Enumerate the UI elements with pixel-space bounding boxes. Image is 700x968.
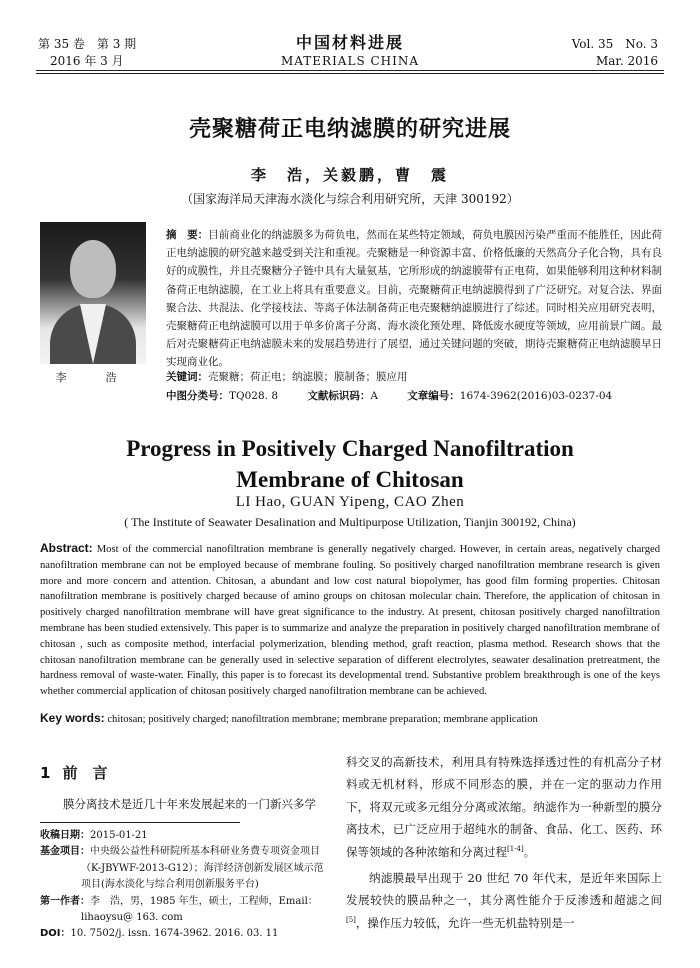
class-label: 中图分类号： bbox=[166, 390, 229, 402]
body-paragraph-1 bbox=[346, 751, 662, 863]
fund-label: 基金项目： bbox=[40, 846, 90, 858]
fund-line1: 中央级公益性科研院所基本科研业务费专项资金项目 bbox=[90, 846, 320, 858]
authors-cn: 李 浩，关毅鹏，曹 震 bbox=[250, 166, 449, 184]
doi-label: DOI： bbox=[40, 928, 71, 940]
journal-name-cn: 中国材料进展 bbox=[295, 33, 404, 52]
volume-en: Vol. 35 No. 3 bbox=[571, 37, 658, 51]
header-right bbox=[572, 36, 658, 70]
keywords-en-label: Key words: bbox=[40, 711, 105, 725]
page-title-cn: 壳聚糖荷正电纳滤膜的研究进展 bbox=[188, 117, 511, 142]
photo-head-shape bbox=[70, 240, 116, 298]
classification-row bbox=[166, 388, 662, 403]
journal-name-en: MATERIALS CHINA bbox=[280, 54, 420, 68]
abstract-en-text: Most of the commercial nanofiltration membrane is generally negatively charged. However, in certain areas, negatively charged nanofiltration membrane can not be employed because of membrane fouling. So positively charged nanofiltration membrane research is given more and more concern and attention. Chitosan, a abundant and low cost natural biopolymer, has good film forming properties. Chitosan nanofiltration membrane is positively charged because of amino groups on chitosan molecular chain. Therefore, the application of chitosan in positively charged nanofiltration membrane will have great significance to the industry. At present, chitosan positively charged nanofiltration membrane has been studied extensively. This paper is to summarize and analyze the preparation in positively charged nanofiltration membrane of chitosan , such as composite method, interfacial polymerization, blending method, graft reaction, plasma method. Research shows that the chitosan nanofiltration membrane can be generally used in selective separation of different electrolytes, seawater desalination pretreatment, the hardness removal of waste-water. Finally, this paper is to forecast its developmental trend. Substantive problem breakthrough is one of the keys whether commercial application of chitosan positively charged nanofiltration membrane can be achieved. bbox=[40, 544, 660, 698]
doc-code-value: A bbox=[370, 390, 378, 402]
citation-ref-1: [1-4] bbox=[507, 844, 524, 853]
first-author-label: 第一作者： bbox=[40, 895, 90, 907]
body-paragraph-1-end: 。 bbox=[523, 844, 536, 859]
fund-line2: （K-JBYWF-2013-G12）；海洋经济创新发展区域示范 bbox=[81, 862, 324, 874]
article-number-label: 文章编号： bbox=[407, 390, 460, 402]
abstract-cn bbox=[166, 226, 662, 372]
footnote bbox=[40, 828, 336, 943]
fund-line3: 项目(海水淡化与综合利用创新服务平台) bbox=[81, 879, 259, 891]
section-heading bbox=[40, 762, 107, 783]
abstract-cn-text: 目前商业化的纳滤膜多为荷负电，然而在某些特定领域，荷负电膜因污染严重而不能胜任，因此荷正电纳滤膜的研究越来越受到关注和重视。壳聚糖是一种资源丰富、价格低廉的天然高分子化合物，具有良好的成膜性，并且壳聚糖分子链中具有大量氨基，它所形成的纳滤膜带有正电荷，如果能够利用这种材料制备荷正电纳滤膜，在工业上将具有重要意义。目前，壳聚糖荷正电纳滤膜得到了广泛研究。对复合法、界面聚合法、共混法、化学接枝法、等离子体法制备荷正电壳聚糖纳滤膜进行了综述。同时相关应用研究表明，壳聚糖荷正电纳滤膜可以用于单多价离子分离、海水淡化预处理、降低废水硬度等领域，应用前景广阔。最后对壳聚糖荷正电纳滤膜未来的发展趋势进行了展望，通过关键问题的突破，期待壳聚糖荷正电纳滤膜早日实现商业化。 bbox=[166, 229, 662, 369]
body-paragraph-2-end: ，操作压力较低，允许一些无机盐特别是一 bbox=[355, 915, 575, 930]
citation-ref-2: [5] bbox=[346, 916, 356, 925]
header-rule bbox=[36, 70, 664, 71]
keywords-en-text: chitosan; positively charged; nanofiltration membrane; membrane preparation; membrane application bbox=[107, 714, 538, 725]
author-photo-caption: 李 浩 bbox=[55, 371, 131, 384]
body-paragraph-2-text: 纳滤膜最早出现于 20 世纪 70 年代末，是近年来国际上发展较快的膜品种之一，其分离性能介于反渗透和超滤之间 bbox=[346, 871, 662, 908]
page-title-en bbox=[0, 433, 700, 495]
affiliation-cn: （国家海洋局天津海水淡化与综合利用研究所，天津 300192） bbox=[181, 192, 519, 206]
body-paragraph-2 bbox=[346, 867, 662, 934]
abstract-cn-label: 摘 要： bbox=[166, 229, 209, 241]
doi-value: 10. 7502/j. issn. 1674-3962. 2016. 03. 11 bbox=[70, 928, 279, 940]
abstract-en-label: Abstract: bbox=[40, 541, 93, 555]
title-en-line1: Progress in Positively Charged Nanofiltration bbox=[126, 436, 574, 461]
received-label: 收稿日期： bbox=[40, 830, 90, 841]
doc-code-label: 文献标识码： bbox=[307, 390, 371, 402]
section-title: 前 言 bbox=[62, 764, 108, 782]
date-en: Mar. 2016 bbox=[595, 54, 658, 68]
keywords-cn-text: 壳聚糖；荷正电；纳滤膜；膜制备；膜应用 bbox=[208, 371, 408, 383]
date-cn: 2016 年 3 月 bbox=[50, 54, 124, 68]
left-column-paragraph: 膜分离技术是近几十年来发展起来的一门新兴多学 bbox=[63, 797, 316, 811]
authors-en: LI Hao, GUAN Yipeng, CAO Zhen bbox=[235, 494, 465, 510]
affiliation-en: ( The Institute of Seawater Desalination and Multipurpose Utilization, Tianjin 300192, China) bbox=[124, 515, 576, 529]
received-date: 2015-01-21 bbox=[90, 830, 148, 841]
title-en-line2: Membrane of Chitosan bbox=[236, 467, 464, 492]
author-photo bbox=[40, 222, 146, 364]
article-number-value: 1674-3962(2016)03-0237-04 bbox=[459, 390, 613, 402]
header-rule-thin bbox=[36, 73, 664, 74]
keywords-cn bbox=[166, 369, 662, 384]
first-author-line1: 李 浩，男，1985 年生，硕士，工程师，Email： bbox=[90, 895, 318, 907]
class-value: TQ028. 8 bbox=[229, 390, 279, 402]
abstract-en bbox=[40, 541, 660, 700]
keywords-en bbox=[40, 711, 660, 725]
right-column-body bbox=[346, 751, 662, 934]
section-number: 1 bbox=[40, 764, 51, 782]
keywords-cn-label: 关键词： bbox=[166, 371, 208, 383]
footnote-rule bbox=[40, 822, 240, 823]
volume-cn: 第 35 卷 第 3 期 bbox=[38, 37, 137, 51]
body-paragraph-1-text: 科交叉的高新技术，利用具有特殊选择透过性的有机高分子材料或无机材料，形成不同形态的膜，并在一定的驱动力作用下，将双元或多元组分分离或浓缩。纳滤作为一种新型的膜分离技术，已广泛应用于超纯水的制备、食品、化工、医药、环保等领域的各种浓缩和分离过程 bbox=[346, 755, 662, 859]
first-author-email: lihaoysu@ 163. com bbox=[81, 912, 183, 924]
